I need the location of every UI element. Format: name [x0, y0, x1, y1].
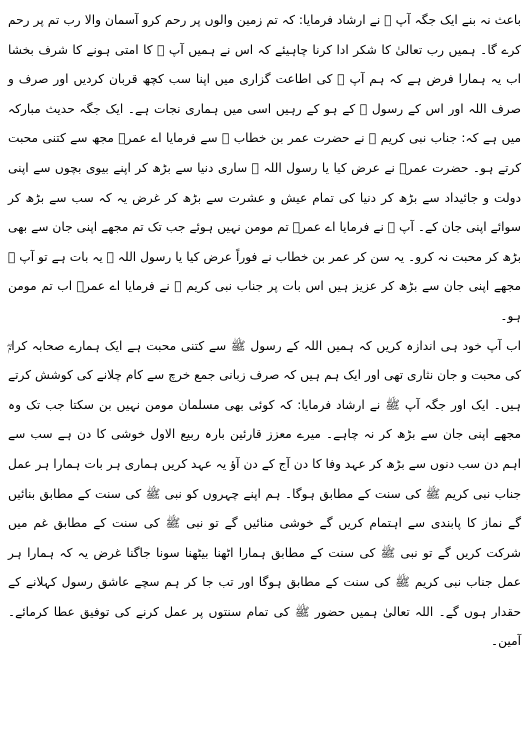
paragraph-2: اب آپ خود ہی اندازہ کریں کہ ہمیں اللہ کے رسول ﷺ سے کتنی محبت ہے ایک ہمارے صحابہ کرامؓ کی محبت و جان نثاری تھی اور ایک ہم ہیں کہ صرف زبانی جمع خرچ سے کام چلانے کی کوشش کرتے ہیں۔ ایک اور جگہ آپ ﷺ نے ارشاد فرمایا: کہ کوئی بھی مسلمان مومن نہیں بن سکتا جب تک وہ مجھے اپنی جان سے بڑھ کر نہ چاہے۔ میرے معزز قارئین بارہ ربیع الاول خوشی کا دن ہے سب سے اہم دن سب دنوں سے بڑھ کر عہد وفا کا دن آج کے دن آؤ یہ عہد کریں ہماری ہر بات ہمارا ہر عمل جناب نبی کریم ﷺ کی سنت کے مطابق ہوگا۔ ہم اپنے چہروں کو نبی ﷺ کی سنت کے مطابق بنائیں گے نماز کا پابندی سے اہتمام کریں گے خوشی منائیں گے تو نبی ﷺ کی سنت کے مطابق غم میں شرکت کریں گے تو نبی ﷺ کی سنت کے مطابق ہمارا اٹھنا بیٹھنا سونا جاگنا غرض یہ کہ ہمارا ہر عمل جناب نبی کریم ﷺ کی سنت کے مطابق ہوگا اور تب جا کر ہم سچے عاشق رسول کہلانے کے حقدار ہوں گے۔ اللہ تعالیٰ ہمیں حضور ﷺ کی تمام سنتوں پر عمل کرنے کی توفیق عطا کرمائے۔ آمین۔ [8, 338, 521, 649]
paragraph-1: باعث نہ بنے ایک جگہ آپ ﷺ نے ارشاد فرمایا: کہ تم زمین والوں پر رحم کرو آسمان والا رب تم پر رحم کرے گا۔ ہمیں رب تعالیٰ کا شکر ادا کرنا چاہیئے کہ اس نے ہمیں آپ ﷺ کا امتی ہونے کا شرف بخشا اب یہ ہمارا فرض ہے کہ ہم آپ ﷺ کی اطاعت گزاری میں اپنا سب کچھ قربان کردیں اور صرف و صرف اللہ اور اس کے رسول ﷺ کے ہو کے رہیں اسی میں ہماری نجات ہے۔ ایک جگہ حدیث مبارکہ میں ہے کہ: جناب نبی کریم ﷺ نے حضرت عمر بن خطاب ؓ سے فرمایا اے عمرؓ مجھ سے کتنی محبت کرتے ہو۔ حضرت عمرؓ نے عرض کیا یا رسول اللہ ﷺ ساری دنیا سے بڑھ کر اپنے بیوی بچوں سے اپنی دولت و جائیداد سے بڑھ کر دنیا کی تمام عیش و عشرت سے بڑھ کر غرض یہ کہ سب سے بڑھ کر سوائے اپنی جان کے۔ آپ ﷺ نے فرمایا اے عمرؓ تم مومن نہیں ہوئے جب تک تم مجھے اپنی جان سے بھی بڑھ کر محبت نہ کرو۔ یہ سن کر عمر بن خطاب نے فوراً عرض کیا یا رسول اللہ ﷺ یہ بات ہے تو آپ ﷺ مجھے اپنی جان سے بڑھ کر عزیز ہیں اس بات پر جناب نبی کریم ﷺ نے فرمایا اے عمرؓ اب تم مومن ہو۔ [8, 13, 521, 323]
